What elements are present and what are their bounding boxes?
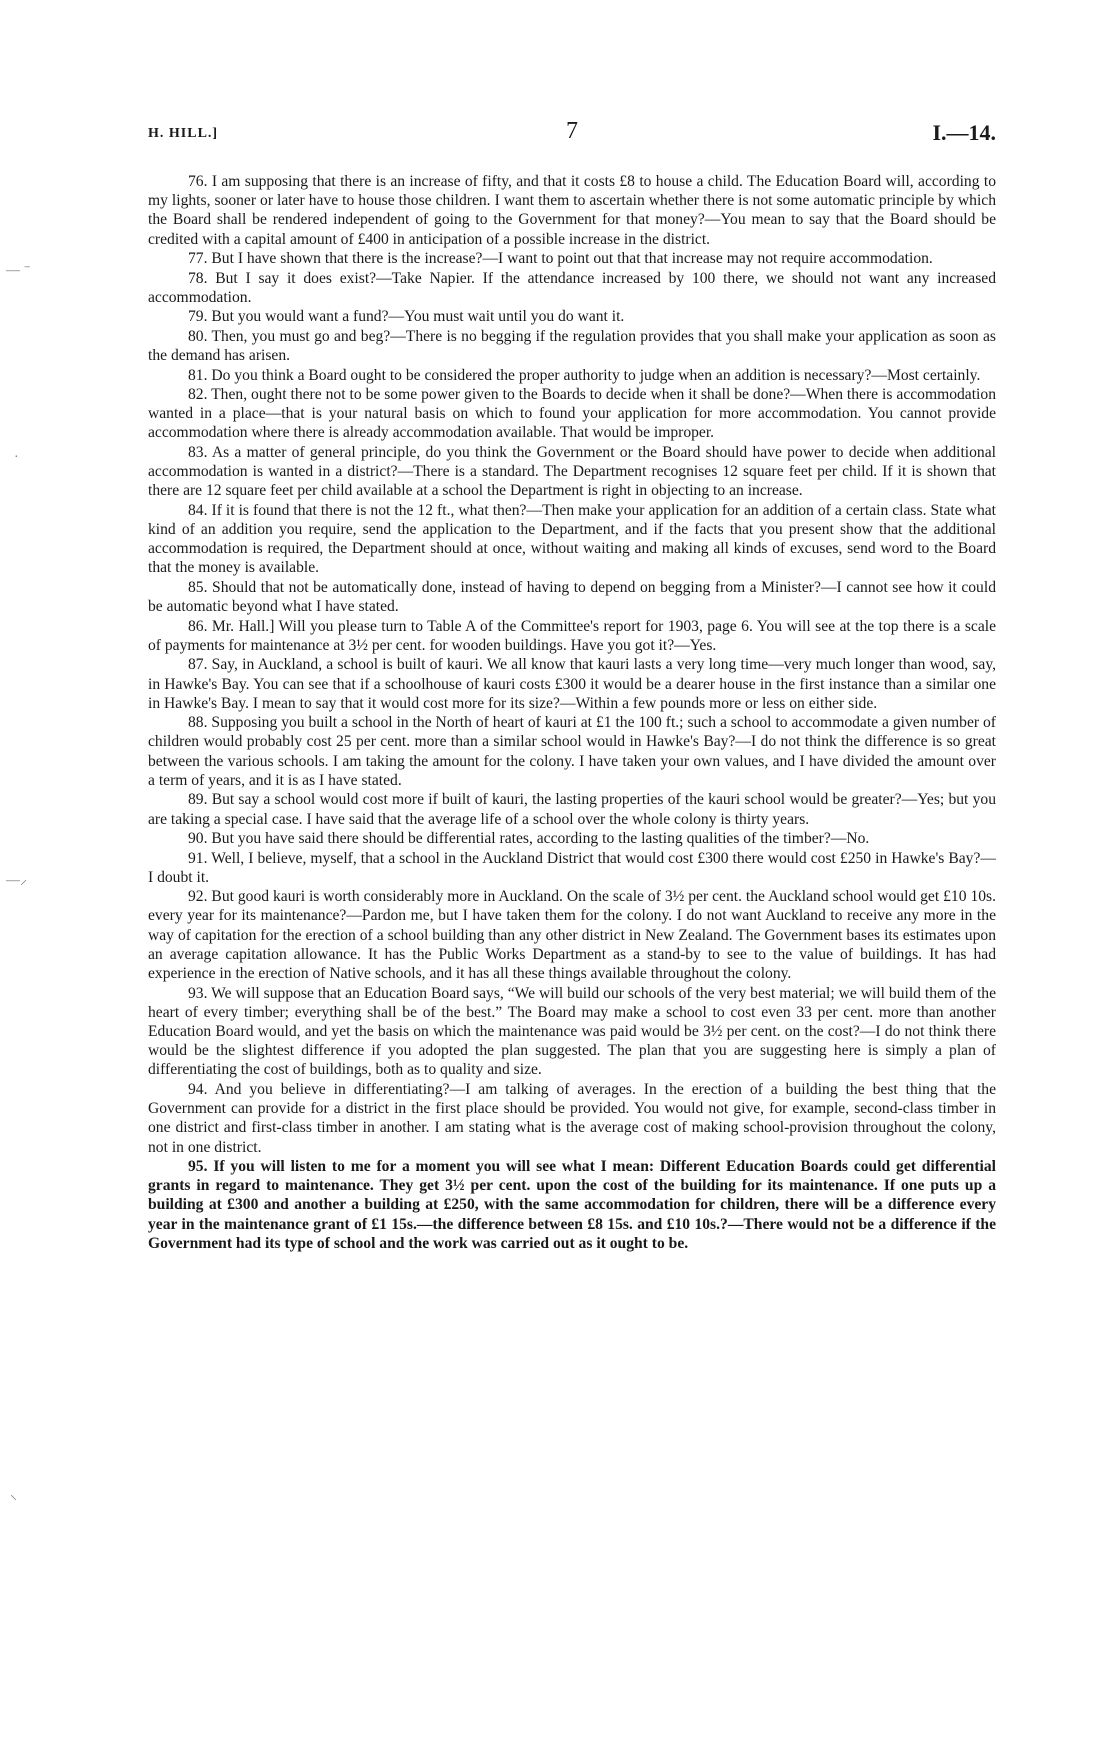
paragraph-94: 94. And you believe in differentiating?—I am talking of averages. In the erection of a building the best thing that the Government can provide for a district in the first place should be provided. You would not give, for example, second-class timber in one district and first-class timber in another. I am stating what is the average cost of making school-provision throughout the colony, not in one district. (148, 1080, 996, 1156)
paragraph-87: 87. Say, in Auckland, a school is built of kauri. We all know that kauri lasts a very long time—very much longer than wood, say, in Hawke's Bay. You can see that if a schoolhouse of kauri costs £300 it would be a dearer house in the first instance than a similar one in Hawke's Bay. I mean to say that it would cost more for its size?—Within a few pounds more or less on either side. (148, 656, 996, 712)
paragraph-89: 89. But say a school would cost more if built of kauri, the lasting properties of the kauri school would be greater?—Yes; but you are taking a special case. I have said that the average life of a school over the whole colony is thirty years. (148, 791, 996, 828)
margin-mark: — ⁻ (6, 263, 31, 278)
paragraph-77: 77. But I have shown that there is the increase?—I want to point out that that increase may not require accommodation. (188, 250, 933, 268)
page-number: 7 (566, 118, 578, 144)
paragraph-79: 79. But you would want a fund?—You must wait until you do want it. (188, 308, 625, 326)
margin-mark: —⸝ (6, 873, 27, 888)
paragraph-93: 93. We will suppose that an Education Board says, “We will build our schools of the very best material; we will build them of the heart of every timber; everything shall be of the best.” The Board may make a school to cost even 33 per cent. more than another Education Board would, and yet the basis on which the maintenance was paid would be 3½ per cent. on the cost?—I do not think there would be the slightest difference if you adopted the plan suggested. The plan that you are suggesting here is simply a plan of differentiating the cost of buildings, both as to quality and size. (148, 984, 996, 1079)
paragraph-83: 83. As a matter of general principle, do you think the Government or the Board should have power to decide when additional accommodation is wanted in a district?—There is a standard. The Department recognises 12 square feet per child. If it is shown that there are 12 square feet per child available at a school the Department is right in objecting to an increase. (148, 443, 996, 500)
paragraph-85: 85. Should that not be automatically done, instead of having to depend on begging from a Minister?—I cannot see how it could be automatic beyond what I have stated. (148, 578, 996, 616)
paragraph-81: 81. Do you think a Board ought to be considered the proper authority to judge when an addition is necessary?—Most certainly. (188, 366, 981, 384)
margin-mark: · (14, 450, 19, 465)
paragraph-84: 84. If it is found that there is not the 12 ft., what then?—Then make your application for an addition of a certain class. State what kind of an addition you require, send the application to the Department, and if the facts that you present show that the additional accommodation is required, the Department should at once, without waiting and making all kinds of excuses, send word to the Board that the money is available. (148, 501, 996, 577)
paragraph-82: 82. Then, ought there not to be some power given to the Boards to decide when it shall be done?—When there is accommodation wanted in a place—that is your natural basis on which to found your application for more accommodation. You cannot provide accommodation where there is already accommodation available. That would be improper. (148, 386, 996, 442)
paragraph-95: 95. If you will listen to me for a moment you will see what I mean: Different Education Boards could get differential grants in regard to maintenance. They get 3½ per cent. upon the cost of the building for its maintenance. If one puts up a building at £300 and another a building at £250, with the same accommodation for children, there will be a difference every year in the maintenance grant of £1 15s.—the difference between £8 15s. and £10 10s.?—There would not be a difference if the Government had its type of school and the work was carried out as it ought to be. (148, 1158, 996, 1252)
paragraph-86: 86. Mr. Hall.] Will you please turn to Table A of the Committee's report for 1903, page 6. You will see at the top there is a scale of payments for maintenance at 3½ per cent. for wooden buildings. Have you got it?—Yes. (148, 617, 996, 654)
paragraph-92: 92. But good kauri is worth considerably more in Auckland. On the scale of 3½ per cent. the Auckland school would get £10 10s. every year for its maintenance?—Pardon me, but I have taken them for the colony. I do not want Auckland to receive any more in the way of capitation for the erection of a school building than any other district in New Zealand. The Government bases its estimates upon an average capitation allowance. It has the Public Works Department as a stand-by to see to the value of buildings. It has had experience in the erection of Native schools, and it has all these things available throughout the colony. (148, 888, 996, 983)
margin-mark: ⸜ (10, 1488, 17, 1503)
paragraph-80: 80. Then, you must go and beg?—There is no begging if the regulation provides that you shall make your application as soon as the demand has arisen. (148, 327, 996, 365)
paragraph-88: 88. Supposing you built a school in the North of heart of kauri at £1 the 100 ft.; such a school to accommodate a given number of children would probably cost 25 per cent. more than a similar school would in Hawke's Bay?—I do not think the difference is so great between the various schools. I am taking the amount for the colony. I have taken your own values, and I have divided the amount over a term of years, and it is as I have stated. (148, 714, 996, 789)
paragraph-76: 76. I am supposing that there is an increase of fifty, and that it costs £8 to house a child. The Education Board will, according to my lights, sooner or later have to house those children. I want them to ascertain whether there is not some automatic principle by which the Board shall be rendered independent of going to the Government for that money?—You mean to say that the Board should be credited with a capital amount of £400 in anticipation of a possible increase in the district. (148, 173, 996, 248)
page-header (148, 118, 996, 152)
header-paper-reference: I.—14. (932, 120, 996, 145)
paragraph-90: 90. But you have said there should be differential rates, according to the lasting qualities of the timber?—No. (188, 830, 870, 848)
header-witness-name: H. HILL.] (148, 126, 219, 141)
paragraph-91: 91. Well, I believe, myself, that a school in the Auckland District that would cost £300 there would cost £250 in Hawke's Bay?—I doubt it. (148, 849, 996, 886)
paragraph-78: 78. But I say it does exist?—Take Napier. If the attendance increased by 100 there, we should not want any increased accommodation. (148, 269, 996, 306)
testimony-body (148, 172, 996, 1253)
